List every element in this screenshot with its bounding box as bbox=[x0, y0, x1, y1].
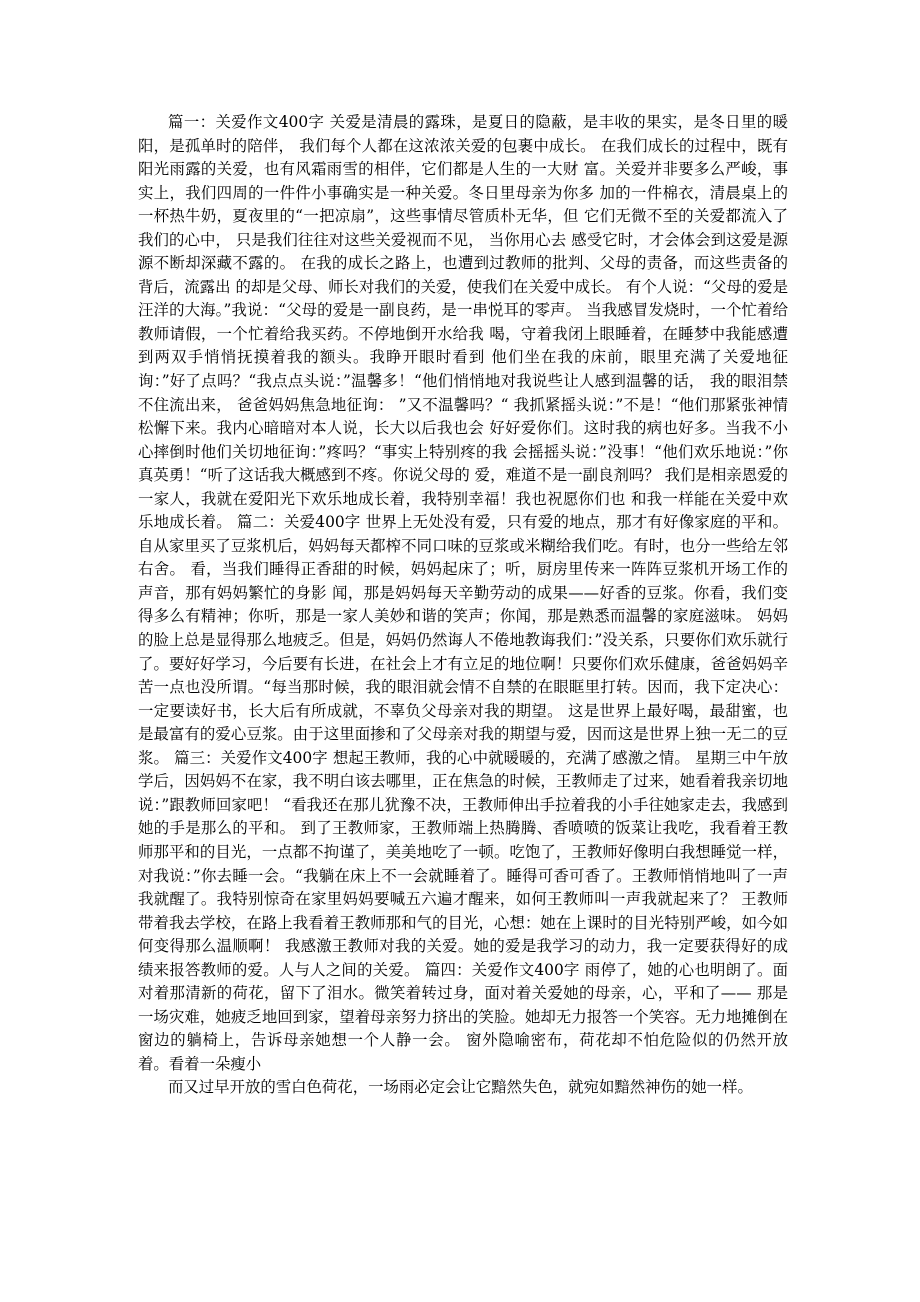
document-paragraph-closing: 而又过早开放的雪白色荷花，一场雨必定会让它黯然失色，就宛如黯然神伤的她一样。 bbox=[168, 1078, 753, 1097]
document-body bbox=[138, 111, 788, 1100]
document-paragraph-main: 篇一：关爱作文400字 关爱是清晨的露珠，是夏日的隐蔽，是丰收的果实，是冬日里的暖阳，是孤单时的陪伴， 我们每个人都在这浓浓关爱的包裹中成长。 在我们成长的过程中，既有阳光雨露的关爱，也有风霜雨雪的相伴，它们都是人生的一大财 富。关爱并非要多么严峻，事实上，我们四周的一件件小事确实是一种关爱。冬日里母亲为你多 加的一件棉衣，清晨桌上的一杯热牛奶，夏夜里的“一把凉扇”，这些事情尽管质朴无华，但 它们无微不至的关爱都流入了我们的心中， 只是我们往往对这些关爱视而不见， 当你用心去 感受它时，才会体会到这爱是源源不断却深藏不露的。 在我的成长之路上，也遭到过教师的批判、父母的责备，而这些责备的背后，流露出 的却是父母、师长对我们的关爱，使我们在关爱中成长。 有个人说：“父母的爱是汪洋的大海。”我说：“父母的爱是一副良药，是一串悦耳的零声。 当我感冒发烧时，一个忙着给教师请假，一个忙着给我买药。不停地倒开水给我 喝，守着我闭上眼睡着，在睡梦中我能感遭到两双手悄悄抚摸着我的额头。我睁开眼时看到 他们坐在我的床前，眼里充满了关爱地征询：”好了点吗？“我点点头说：”温馨多！“他们悄悄地对我说些让人感到温馨的话， 我的眼泪禁不住流出来， 爸爸妈妈焦急地征询： ”又不温馨吗？“ 我抓紧摇头说：”不是！“他们那紧张神情松懈下来。我内心暗暗对本人说，长大以后我也会 好好爱你们。这时我的病也好多。当我不小心摔倒时他们关切地征询：”疼吗？“事实上特别疼的我 会摇摇头说：”没事！“他们欢乐地说：”你真英勇！“听了这话我大概感到不疼。你说父母的 爱，难道不是一副良剂吗？ 我们是相亲恩爱的一家人，我就在爱阳光下欢乐地成长着，我特别幸福！我也祝愿你们也 和我一样能在关爱中欢乐地成长着。 篇二：关爱400字 世界上无处没有爱，只有爱的地点，那才有好像家庭的平和。 自从家里买了豆浆机后，妈妈每天都榨不同口味的豆浆或米糊给我们吃。有时，也分一些给左邻右舍。 看，当我们睡得正香甜的时候，妈妈起床了；听，厨房里传来一阵阵豆浆机开场工作的声音，那有妈妈繁忙的身影 闻，那是妈妈每天辛勤劳动的成果——好香的豆浆。你看，我们变得多么有精神；你听，那是一家人美妙和谐的笑声；你闻，那是熟悉而温馨的家庭滋味。 妈妈的脸上总是显得那么地疲乏。但是，妈妈仍然诲人不倦地教诲我们：”没关系，只要你们欢乐就行了。要好好学习，今后要有长进，在社会上才有立足的地位啊！只要你们欢乐健康，爸爸妈妈辛苦一点也没所谓。“每当那时候，我的眼泪就会情不自禁的在眼眶里打转。因而，我下定决心：一定要读好书，长大后有所成就，不辜负父母亲对我的期望。 这是世界上最好喝，最甜蜜，也是最富有的爱心豆浆。由于这里面掺和了父母亲对我的期望与爱，因而这是世界上独一无二的豆浆。 篇三：关爱作文400字 想起王教师，我的心中就暖暖的，充满了感激之情。 星期三中午放学后，因妈妈不在家，我不明白该去哪里，正在焦急的时候，王教师走了过来，她看着我亲切地说：”跟教师回家吧！ “看我还在那儿犹豫不决，王教师伸出手拉着我的小手往她家走去，我感到她的手是那么的平和。 到了王教师家，王教师端上热腾腾、香喷喷的饭菜让我吃，我看着王教师那平和的目光，一点都不拘谨了，美美地吃了一顿。吃饱了，王教师好像明白我想睡觉一样，对我说：”你去睡一会。“我躺在床上不一会就睡着了。睡得可香可香了。王教师悄悄地叫了一声我就醒了。我特别惊奇在家里妈妈要喊五六遍才醒来，如何王教师叫一声我就起来了？ 王教师带着我去学校，在路上我看着王教师那和气的目光，心想：她在上课时的目光特别严峻，如今如何变得那么温顺啊！ 我感激王教师对我的关爱。她的爱是我学习的动力，我一定要获得好的成绩来报答教师的爱。人与人之间的关爱。 篇四：关爱作文400字 雨停了，她的心也明朗了。面对着那清新的荷花，留下了泪水。微笑着转过身，面对着关爱她的母亲，心，平和了—— 那是一场灾难，她疲乏地回到家，望着母亲努力挤出的笑脸。她却无力报答一个笑容。无力地摊倒在窗边的躺椅上，告诉母亲她想一个人静一会。 窗外隐喻密布，荷花却不怕危险似的仍然开放着。看着一朵瘦小 bbox=[138, 113, 788, 1073]
